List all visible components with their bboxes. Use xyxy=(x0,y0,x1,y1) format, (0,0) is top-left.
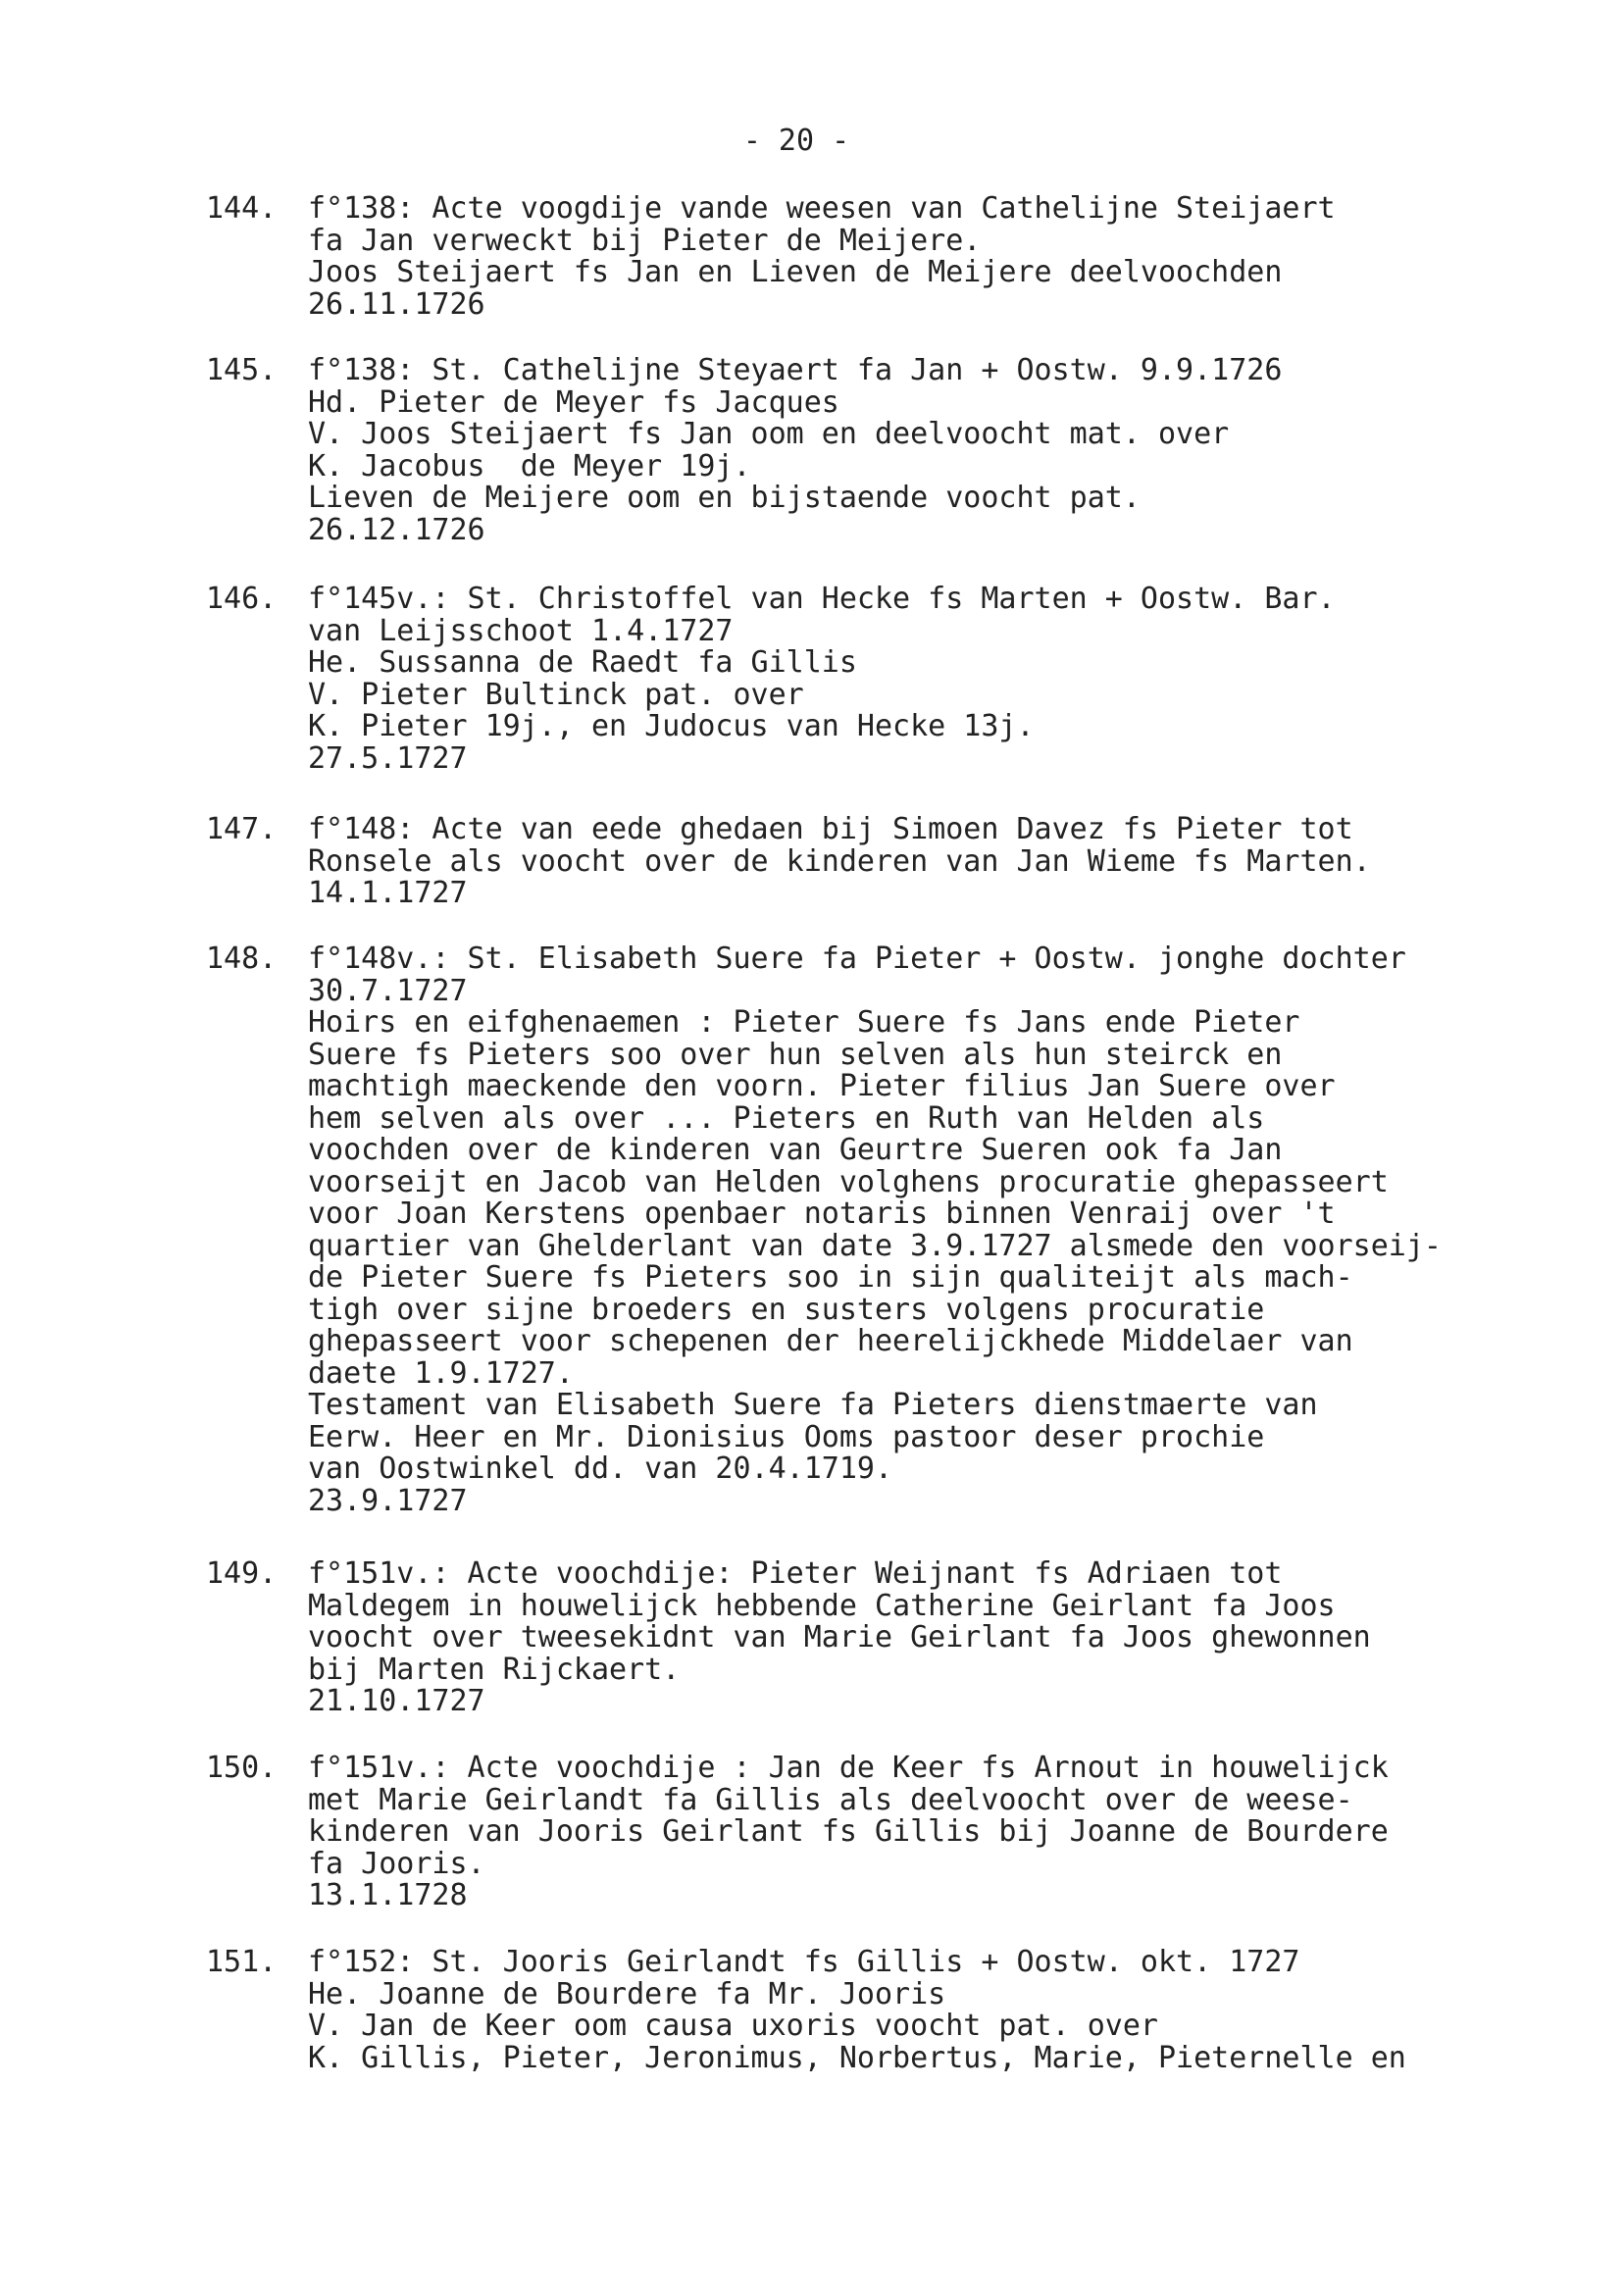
entry-line: Joos Steijaert fs Jan en Lieven de Meijere deelvoochden xyxy=(308,255,1283,289)
entry-line: 14.1.1727 xyxy=(308,876,468,910)
entry-line: de Pieter Suere fs Pieters soo in sijn qualiteijt als mach- xyxy=(308,1260,1353,1295)
entry-text xyxy=(308,1753,1389,1912)
entry-line: f°138: St. Cathelijne Steyaert fa Jan + Oostw. 9.9.1726 xyxy=(308,353,1283,387)
entry-line: Maldegem in houwelijck hebbende Catherine Geirlant fa Joos xyxy=(308,1588,1336,1623)
entry-line: quartier van Ghelderlant van date 3.9.1727 alsmede den voorseij- xyxy=(308,1228,1442,1263)
entry-text xyxy=(308,943,1442,1517)
entry-line: 23.9.1727 xyxy=(308,1483,468,1518)
entry-line: met Marie Geirlandt fa Gillis als deelvoocht over de weese- xyxy=(308,1782,1353,1817)
entry-line: ghepasseert voor schepenen der heerelijckhede Middelaer van xyxy=(308,1324,1353,1358)
entry-line: Hoirs en eifghenaemen : Pieter Suere fs Jans ende Pieter xyxy=(308,1005,1300,1040)
entry-line: He. Sussanna de Raedt fa Gillis xyxy=(308,645,857,680)
entry-line: kinderen van Jooris Geirlant fs Gillis bij Joanne de Bourdere xyxy=(308,1814,1389,1849)
entry-line: Ronsele als voocht over de kinderen van Jan Wieme fs Marten. xyxy=(308,843,1371,879)
entry-line: daete 1.9.1727. xyxy=(308,1355,574,1391)
entry-line: f°148: Acte van eede ghedaen bij Simoen Davez fs Pieter tot xyxy=(308,812,1353,846)
entry-line: fa Jooris. xyxy=(308,1846,485,1881)
entry-text xyxy=(308,355,1282,546)
page-number: - 20 - xyxy=(742,124,850,158)
entry-line: Testament van Elisabeth Suere fa Pieters dienstmaerte van xyxy=(308,1388,1318,1422)
entry-line: Hd. Pieter de Meyer fs Jacques xyxy=(308,384,839,420)
entry-line: 13.1.1728 xyxy=(308,1878,468,1912)
entry-line: K. Jacobus de Meyer 19j. xyxy=(308,448,751,484)
entry-text xyxy=(308,584,1336,775)
entry-line: f°152: St. Jooris Geirlandt fs Gillis + Oostw. okt. 1727 xyxy=(308,1945,1300,1979)
entry-text xyxy=(308,1558,1371,1718)
entry-line: 26.12.1726 xyxy=(308,512,485,547)
entry-line: Lieven de Meijere oom en bijstaende voocht pat. xyxy=(308,481,1141,515)
entry-line: f°148v.: St. Elisabeth Suere fa Pieter + Oostw. jonghe dochter xyxy=(308,942,1406,976)
entry-line: voor Joan Kerstens openbaer notaris binnen Venraij over 't xyxy=(308,1196,1336,1231)
entry-line: bij Marten Rijckaert. xyxy=(308,1652,681,1687)
entry-text xyxy=(308,814,1371,910)
entry-line: 30.7.1727 xyxy=(308,973,468,1008)
entry-text xyxy=(308,1947,1406,2074)
entry-line: V. Jan de Keer oom causa uxoris voocht pat. over xyxy=(308,2009,1158,2043)
entry-line: 27.5.1727 xyxy=(308,740,468,776)
entry-number: 151. xyxy=(206,1945,278,1979)
entry-line: Suere fs Pieters soo over hun selven als hun steirck en xyxy=(308,1037,1283,1072)
entry-line: V. Joos Steijaert fs Jan oom en deelvoocht mat. over xyxy=(308,417,1230,451)
entry-line: fa Jan verweckt bij Pieter de Meijere. xyxy=(308,223,982,258)
entry-line: K. Gillis, Pieter, Jeronimus, Norbertus, Marie, Pieternelle en xyxy=(308,2040,1406,2075)
entry-line: Eerw. Heer en Mr. Dionisius Ooms pastoor deser prochie xyxy=(308,1419,1265,1454)
entry-line: f°151v.: Acte voochdije: Pieter Weijnant fs Adriaen tot xyxy=(308,1556,1283,1591)
entry-line: f°151v.: Acte voochdije : Jan de Keer fs Arnout in houwelijck xyxy=(308,1751,1389,1785)
entry-line: K. Pieter 19j., en Judocus van Hecke 13j. xyxy=(308,709,1035,743)
entry-number: 149. xyxy=(206,1556,278,1591)
entry-number: 146. xyxy=(206,582,278,616)
entry-line: van Leijsschoot 1.4.1727 xyxy=(308,613,734,648)
entry-number: 148. xyxy=(206,942,278,976)
entry-line: V. Pieter Bultinck pat. over xyxy=(308,677,804,712)
entry-line: voochden over de kinderen van Geurtre Sueren ook fa Jan xyxy=(308,1133,1283,1167)
entry-text xyxy=(308,193,1336,321)
entry-line: f°138: Acte voogdije vande weesen van Cathelijne Steijaert xyxy=(308,191,1336,226)
entry-number: 144. xyxy=(206,191,278,226)
entry-line: hem selven als over ... Pieters en Ruth van Helden als xyxy=(308,1100,1265,1136)
entry-number: 145. xyxy=(206,353,278,387)
entry-number: 147. xyxy=(206,812,278,846)
entry-line: 21.10.1727 xyxy=(308,1684,485,1718)
entry-line: 26.11.1726 xyxy=(308,286,485,322)
entry-line: voorseijt en Jacob van Helden volghens procuratie ghepasseert xyxy=(308,1164,1389,1199)
entry-line: voocht over tweesekidnt van Marie Geirlant fa Joos ghewonnen xyxy=(308,1620,1371,1655)
entry-line: f°145v.: St. Christoffel van Hecke fs Marten + Oostw. Bar. xyxy=(308,582,1336,616)
entry-line: machtigh maeckende den voorn. Pieter filius Jan Suere over xyxy=(308,1069,1336,1103)
entry-line: tigh over sijne broeders en susters volgens procuratie xyxy=(308,1292,1265,1327)
entry-line: He. Joanne de Bourdere fa Mr. Jooris xyxy=(308,1976,946,2011)
entry-number: 150. xyxy=(206,1751,278,1785)
entry-line: van Oostwinkel dd. van 20.4.1719. xyxy=(308,1451,893,1486)
